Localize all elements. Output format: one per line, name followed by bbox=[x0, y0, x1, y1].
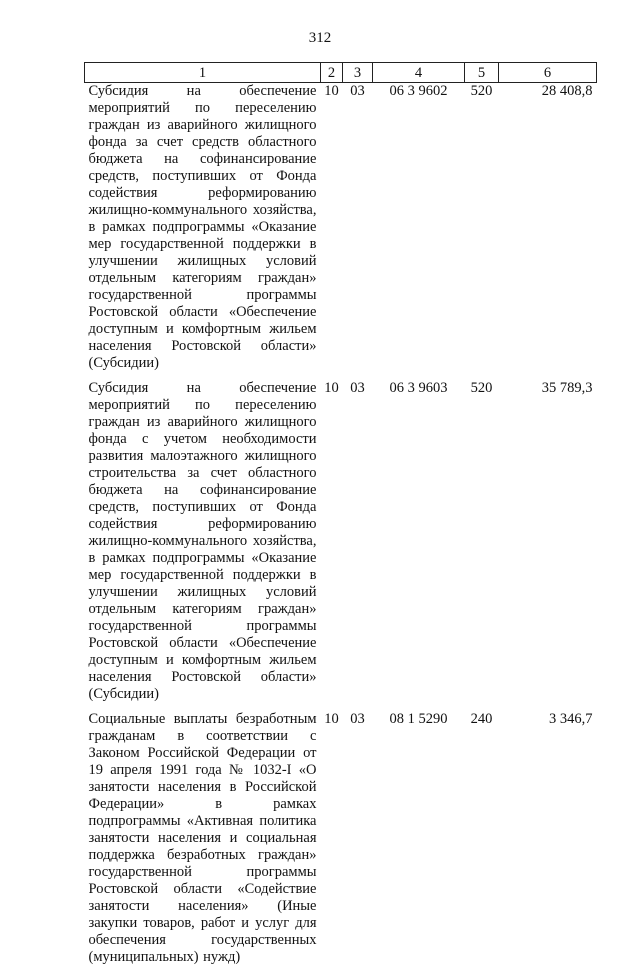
table-header-row bbox=[85, 63, 597, 83]
table-row bbox=[85, 83, 597, 381]
row-expense-type-code: 520 bbox=[470, 380, 493, 396]
column-header-6: 6 bbox=[499, 63, 597, 83]
row-description: Социальные выплаты безработным гражданам в соответствии с Законом Российской Федерации от 19 апреля 1991 года № 1032-I «О занятости населения в Российской Федерации» в рамках подпрограммы «Активная политика занятости населения и социальная поддержка безработных граждан» государственной программы Ростовской области «Содействие занятости населения» (Иные закупки товаров, работ и услуг для обеспечения государственных (муниципальных) нужд) bbox=[88, 711, 317, 965]
column-header-1: 1 bbox=[85, 63, 321, 83]
budget-table bbox=[84, 62, 597, 974]
row-expense-type-code: 240 bbox=[470, 711, 493, 727]
row-subsection-code: 03 bbox=[350, 380, 365, 396]
table-row bbox=[85, 380, 597, 711]
row-description: Субсидия на обеспечение мероприятий по переселению граждан из аварийного жилищного фонда с учетом необходимости развития малоэтажного жилищного строительства за счет областного бюджета на софинансирование средств, поступивших от Фонда содействия реформированию жилищно-коммунального хозяйства, в рамках подпрограммы «Оказание мер государственной поддержки в улучшении жилищных условий отдельным категориям граждан» государственной программы Ростовской области «Обеспечение доступным и комфортным жильем населения Ростовской области» (Субсидии) bbox=[88, 380, 317, 702]
table-row bbox=[85, 711, 597, 974]
row-description: Субсидия на обеспечение мероприятий по переселению граждан из аварийного жилищного фонда за счет средств областного бюджета на софинансирование средств, поступивших от Фонда содействия реформированию жилищно-коммунального хозяйства, в рамках подпрограммы «Оказание мер государственной поддержки в улучшении жилищных условий отдельным категориям граждан» государственной программы Ростовской области «Обеспечение доступным и комфортным жильем населения Ростовской области» (Субсидии) bbox=[88, 83, 317, 371]
row-amount: 35 789,3 bbox=[541, 380, 593, 396]
column-header-3: 3 bbox=[343, 63, 373, 83]
row-section-code: 10 bbox=[324, 711, 339, 727]
row-target-article-code: 08 1 5290 bbox=[389, 711, 448, 727]
column-header-4: 4 bbox=[373, 63, 465, 83]
row-subsection-code: 03 bbox=[350, 83, 365, 99]
row-target-article-code: 06 3 9602 bbox=[389, 83, 448, 99]
row-expense-type-code: 520 bbox=[470, 83, 493, 99]
page-number: 312 bbox=[308, 30, 332, 46]
column-header-5: 5 bbox=[465, 63, 499, 83]
row-section-code: 10 bbox=[324, 380, 339, 396]
column-header-2: 2 bbox=[321, 63, 343, 83]
row-amount: 3 346,7 bbox=[549, 711, 593, 727]
row-amount: 28 408,8 bbox=[541, 83, 593, 99]
row-section-code: 10 bbox=[324, 83, 339, 99]
row-subsection-code: 03 bbox=[350, 711, 365, 727]
row-target-article-code: 06 3 9603 bbox=[389, 380, 448, 396]
